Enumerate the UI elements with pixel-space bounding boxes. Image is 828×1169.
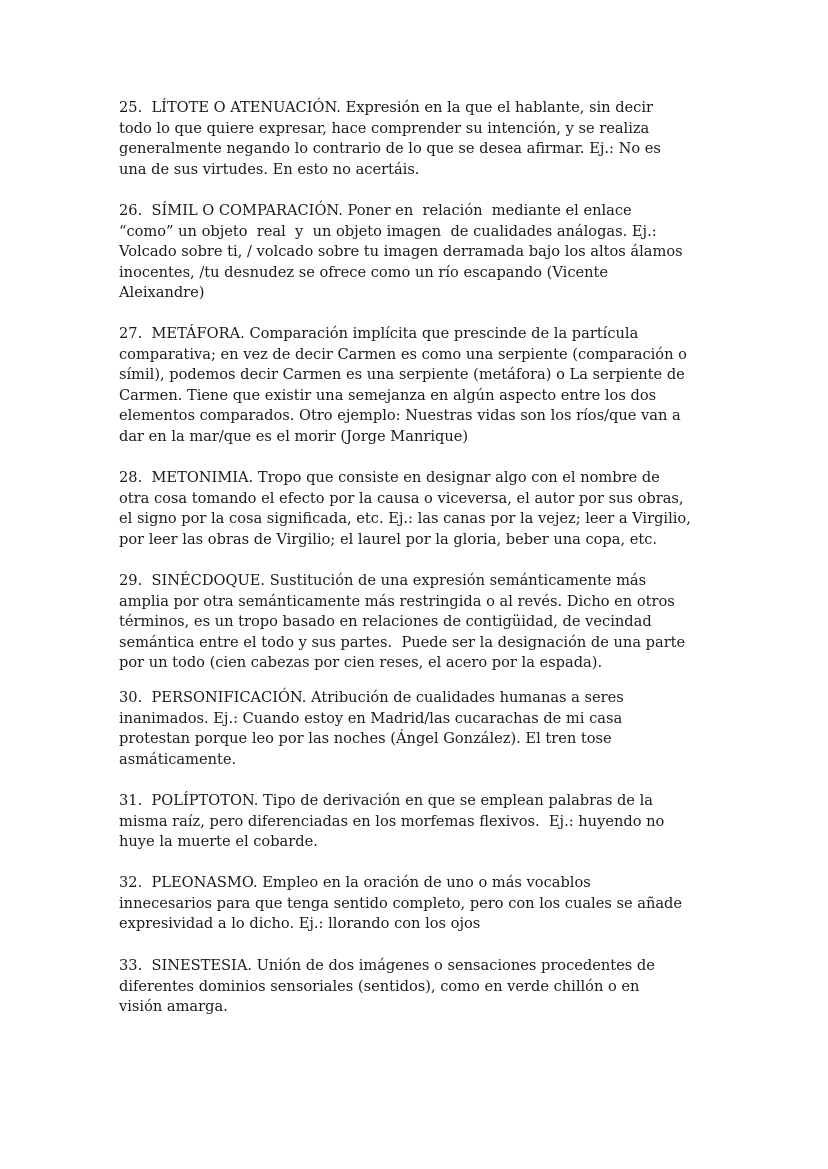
entry-line: 27. METÁFORA. Comparación implícita que prescinde de la partícula	[119, 325, 639, 342]
entry-line: 28. METONIMIA. Tropo que consiste en designar algo con el nombre de	[119, 469, 660, 486]
entry-line: por un todo (cien cabezas por cien reses, el acero por la espada).	[119, 654, 603, 672]
entry-line: 30. PERSONIFICACIÓN. Atribución de cualidades humanas a seres	[119, 689, 624, 706]
entry-line: visión amarga.	[119, 998, 228, 1016]
entry-line: protestan porque leo por las noches (Ángel González). El tren tose	[119, 730, 612, 748]
entry-line: símil), podemos decir Carmen es una serpiente (metáfora) o La serpiente de	[119, 366, 685, 384]
entry-line: misma raíz, pero diferenciadas en los morfemas flexivos. Ej.: huyendo no	[119, 812, 665, 830]
entry-line: Carmen. Tiene que existir una semejanza en algún aspecto entre los dos	[119, 386, 657, 404]
entry-line: términos, es un tropo basado en relaciones de contigüidad, de vecindad	[119, 613, 652, 631]
entry-line: “como” un objeto real y un objeto imagen de cualidades análogas. Ej.:	[119, 222, 657, 240]
entry-line: el signo por la cosa significada, etc. Ej.: las canas por la vejez; leer a Virgilio,	[119, 510, 691, 528]
entry-line: 25. LÍTOTE O ATENUACIÓN. Expresión en la que el hablante, sin decir	[119, 99, 654, 116]
entry-sinestesia	[119, 956, 719, 1018]
entry-pleonasmo	[119, 873, 719, 935]
entry-line: dar en la mar/que es el morir (Jorge Manrique)	[119, 427, 469, 445]
entry-line: todo lo que quiere expresar, hace comprender su intención, y se realiza	[119, 119, 650, 137]
entry-line: otra cosa tomando el efecto por la causa o viceversa, el autor por sus obras,	[119, 489, 684, 507]
entry-line: elementos comparados. Otro ejemplo: Nuestras vidas son los ríos/que van a	[119, 407, 681, 425]
entry-line: comparativa; en vez de decir Carmen es como una serpiente (comparación o	[119, 345, 687, 363]
entry-metonimia	[119, 468, 719, 550]
entry-line: asmáticamente.	[119, 750, 237, 768]
entry-line: 33. SINESTESIA. Unión de dos imágenes o sensaciones procedentes de	[119, 957, 655, 974]
entry-simil	[119, 201, 719, 304]
entry-poliptoton	[119, 791, 719, 853]
entry-line: Aleixandre)	[119, 284, 205, 302]
entry-line: inocentes, /tu desnudez se ofrece como un río escapando (Vicente	[119, 263, 609, 281]
entry-line: huye la muerte el cobarde.	[119, 833, 318, 851]
entry-line: una de sus virtudes. En esto no acertáis.	[119, 160, 420, 178]
entry-litote	[119, 98, 719, 180]
entry-line: Volcado sobre ti, / volcado sobre tu imagen derramada bajo los altos álamos	[119, 243, 683, 261]
entry-line: 26. SÍMIL O COMPARACIÓN. Poner en relación mediante el enlace	[119, 202, 632, 219]
entry-metafora	[119, 324, 719, 448]
entry-line: por leer las obras de Virgilio; el laurel por la gloria, beber una copa, etc.	[119, 530, 658, 548]
entry-line: semántica entre el todo y sus partes. Puede ser la designación de una parte	[119, 633, 686, 651]
entry-line: expresividad a lo dicho. Ej.: llorando con los ojos	[119, 915, 481, 933]
entry-line: 31. POLÍPTOTON. Tipo de derivación en que se emplean palabras de la	[119, 792, 653, 809]
entry-line: inanimados. Ej.: Cuando estoy en Madrid/las cucarachas de mi casa	[119, 709, 623, 727]
entry-line: innecesarios para que tenga sentido completo, pero con los cuales se añade	[119, 894, 683, 912]
entry-line: amplia por otra semánticamente más restringida o al revés. Dicho en otros	[119, 592, 675, 610]
entry-line: generalmente negando lo contrario de lo que se desea afirmar. Ej.: No es	[119, 140, 661, 158]
entry-line: 29. SINÉCDOQUE. Sustitución de una expresión semánticamente más	[119, 572, 647, 589]
entry-line: diferentes dominios sensoriales (sentidos), como en verde chillón o en	[119, 977, 640, 995]
entry-sinecdoque	[119, 571, 719, 674]
entry-line: 32. PLEONASMO. Empleo en la oración de uno o más vocablos	[119, 874, 591, 891]
entry-personificacion	[119, 688, 719, 770]
